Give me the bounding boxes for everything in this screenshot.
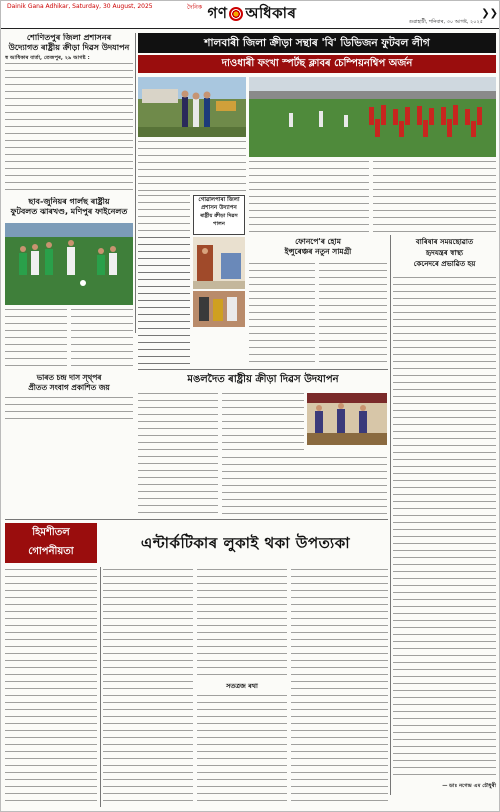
headline-gopaniyata-1: হিমশীতল	[32, 527, 70, 538]
headline-phonepe-1: ফোনপে'ৰ হোম	[295, 237, 341, 246]
headline-phonepe-2: ইন্সুৰেঞ্চৰ নতুন সামগ্ৰী	[284, 247, 352, 256]
headline-rainy-1: বাৰিষাৰ সময়ছোৱাত	[415, 238, 474, 246]
photo-football-match	[5, 223, 133, 305]
column-rule-bottom	[100, 567, 101, 807]
headline-goalpara-3: ৰাষ্ট্ৰীয় ক্ৰীড়া দিৱস পালন	[200, 213, 238, 227]
headline-league: শালবাৰী জিলা ক্ৰীড়া সন্থাৰ 'বি' ডিভিজন ফুটবল লীগ	[138, 33, 496, 53]
logo-tag: দৈনিক	[187, 4, 203, 11]
logo-word-2: অধিকাৰ	[245, 3, 297, 22]
body-text-antarctica-4	[291, 569, 388, 807]
headline-rainy-2: হৃদযন্ত্ৰৰ স্বাস্থ্য	[425, 249, 464, 257]
headline-gopaniyata-2: গোপনীয়তা	[28, 546, 74, 557]
body-text-league-3	[373, 161, 496, 233]
article-mangaldai	[138, 372, 388, 388]
credit-author: — ডাঃ নগেন্দ্ৰ এম চৌধুৰী	[442, 783, 496, 789]
headline-antarctica: এন্টাৰ্কটিকাৰ লুকাই থকা উপত্যকা	[140, 534, 351, 552]
body-text-antarctica-2	[197, 569, 287, 679]
photo-award-ceremony	[138, 77, 246, 137]
body-text-league-2	[249, 161, 369, 233]
body-text-mangaldai-1	[138, 393, 218, 517]
article-rainy-heart	[393, 237, 496, 273]
body-text-phonepe-2	[319, 263, 387, 363]
headline-goalpara-1: গোৱালপাৰা জিলা	[198, 197, 240, 203]
column-rule-right	[390, 235, 391, 795]
headline-sonitpur-2: উদ্যোগত ৰাষ্ট্ৰীয় ক্ৰীড়া দিৱস উদযাপন	[8, 43, 130, 52]
headline-bharat-2: প্ৰীতত সংবাগ প্ৰকাশিত জয়	[28, 382, 110, 392]
photo-mangaldai	[307, 393, 387, 445]
article-phonepe	[249, 237, 387, 259]
body-text-antarctica-3	[197, 695, 287, 807]
body-text-league-1	[138, 141, 246, 191]
body-text-rainy	[393, 277, 496, 781]
body-text-middle-2	[138, 237, 190, 365]
masthead	[1, 1, 500, 29]
logo-word-1: গণ	[207, 3, 228, 22]
headline-junior-1: ছাব-জুনিয়ৰ গাৰ্লছ ৰাষ্ট্ৰীয়	[28, 197, 110, 206]
body-text-mangaldai-2	[222, 393, 304, 453]
photo-goalpara	[193, 237, 245, 289]
body-text-sonitpur	[5, 63, 133, 193]
headline-goalpara-2: প্ৰশাসন উদ্যাপন	[201, 205, 237, 211]
article-bharat	[5, 373, 133, 393]
article-goalpara	[193, 195, 245, 235]
body-text-junior-2	[71, 309, 133, 369]
article-gopaniyata-title	[5, 523, 97, 563]
body-text-junior-1	[5, 309, 67, 369]
headline-junior-2: ফুটবলত ঝাৰখণ্ড, মণিপুৰ ফাইনেলত	[10, 207, 128, 216]
english-tagline: Dainik Gana Adhikar, Saturday, 30 August, 2025	[7, 3, 153, 10]
newspaper-logo	[177, 3, 327, 25]
logo-wheel-icon	[229, 7, 243, 21]
headline-bharat-1: ভাৰত চন্দ্ৰ দাস স্থ্‌পৰ	[36, 373, 102, 382]
body-text-mangaldai-3	[222, 457, 387, 517]
assamese-date: গুৱাহাটী, শনিবাৰ, ৩০ আগষ্ট, ২০২৫	[408, 19, 483, 25]
body-text-gopaniyata	[5, 569, 97, 807]
headline-rainy-3: কেনেদৰে প্ৰভাৱিত হয়	[413, 260, 476, 268]
headline-mangaldai: মঙলদৈত ৰাষ্ট্ৰীয় ক্ৰীড়া দিৱস উদযাপন	[187, 374, 339, 385]
photo-goalpara-2	[193, 291, 245, 327]
headline-sonitpur-1: শোণিতপুৰ জিলা প্ৰশাসনৰ	[26, 33, 112, 42]
body-text-phonepe-1	[249, 263, 315, 363]
section-rule	[138, 369, 388, 370]
dateline-sonitpur: স্ব আধিকাৰ বাৰ্তা, তেজপুৰ, ২৯ আগষ্ট :	[5, 55, 90, 61]
byline-antarctica: সতত্ৰজ ৰথা	[226, 682, 258, 690]
next-page-icon[interactable]: ❯❯	[481, 8, 498, 19]
section-rule-2	[5, 519, 388, 520]
photo-stadium-parade	[249, 77, 496, 157]
article-junior	[5, 197, 133, 217]
article-sonitpur	[5, 33, 133, 193]
column-rule	[135, 33, 136, 333]
article-antarctica	[103, 523, 388, 563]
body-text-antarctica-1	[103, 569, 193, 807]
subhead-league: দাওধাৰী ফংখা স্পৰ্টছ ক্লাবৰ চেম্পিয়নশ্বিপ অৰ্জন	[138, 55, 496, 73]
article-league	[138, 33, 496, 73]
body-text-bharat	[5, 397, 133, 425]
